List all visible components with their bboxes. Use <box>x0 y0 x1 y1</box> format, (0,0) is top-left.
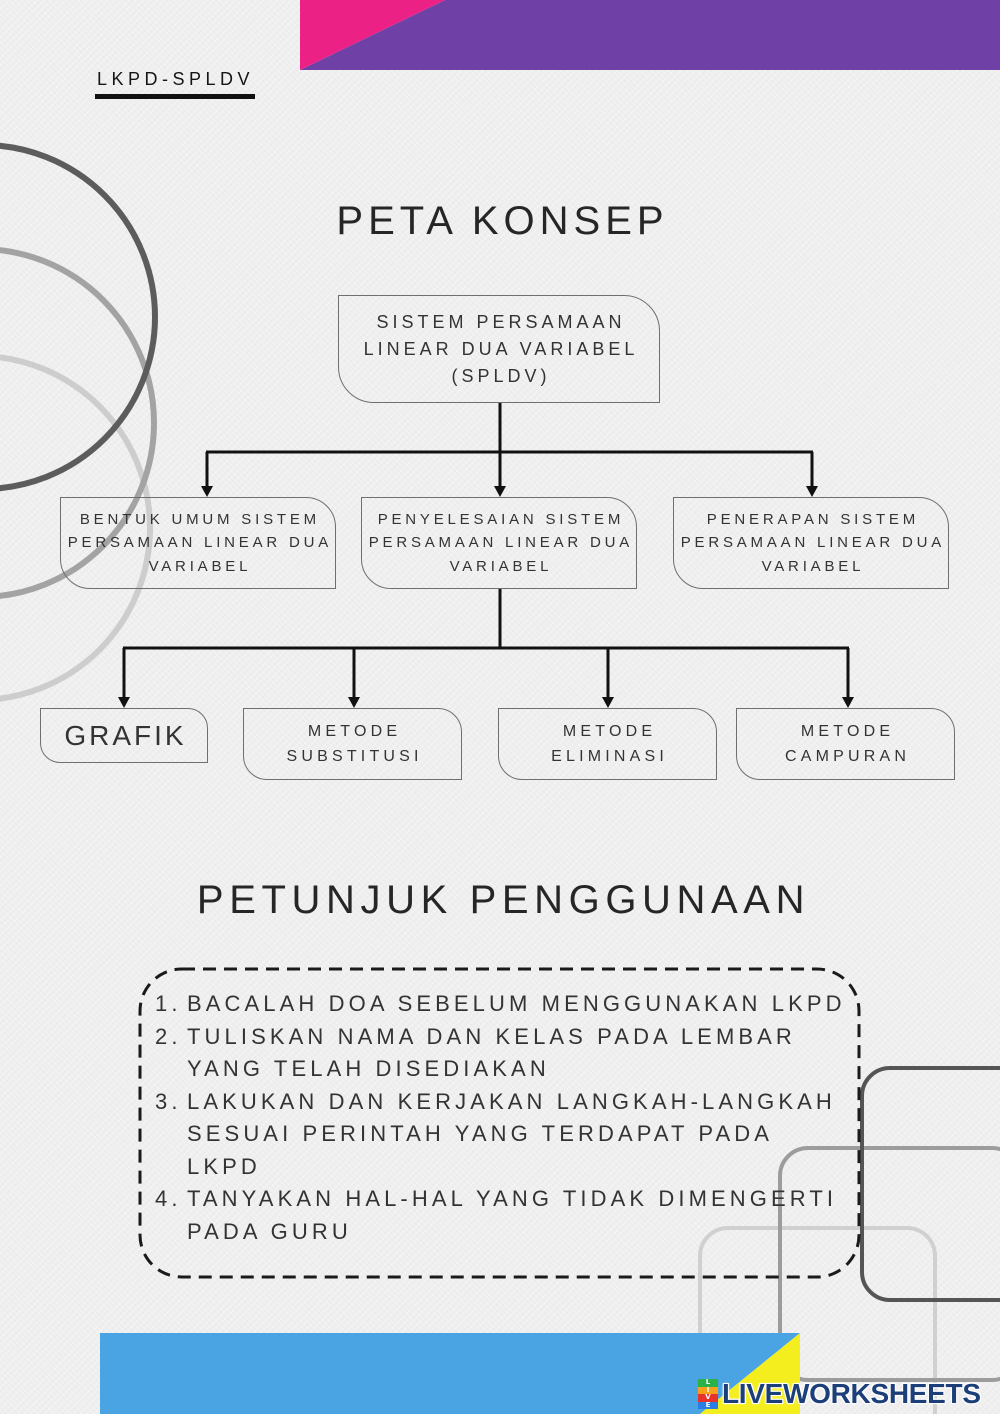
concept-box-line: PERSAMAAN LINEAR DUA <box>680 534 946 552</box>
concept-box-line: PERSAMAAN LINEAR DUA <box>368 534 634 552</box>
concept-box-line: GRAFIK <box>64 719 187 751</box>
instruction-number: 1. <box>155 991 182 1016</box>
concept-box-line: ELIMINASI <box>551 748 669 765</box>
instruction-text <box>187 988 846 1021</box>
concept-box-line: METODE <box>307 723 402 740</box>
instruction-line: PADA GURU <box>187 1218 352 1244</box>
instructions-title: PETUNJUK PENGGUNAAN <box>196 878 811 922</box>
instruction-number: 2. <box>155 1023 182 1049</box>
instruction-text <box>187 1021 796 1086</box>
liveworksheets-logo-icon <box>698 1379 718 1409</box>
concept-root-line: LINEAR DUA VARIABEL <box>363 338 639 359</box>
document-tag: LKPD-SPLDV <box>97 69 255 89</box>
concept-box-line: METODE <box>562 723 657 740</box>
logo-icon-tile: I <box>698 1387 718 1395</box>
concept-root-line: (SPLDV) <box>451 365 551 386</box>
instruction-item-2 <box>155 1021 846 1086</box>
logo-icon-tile: V <box>698 1394 718 1402</box>
instruction-line: TANYAKAN HAL-HAL YANG TIDAK DIMENGERTI <box>187 1186 838 1211</box>
instruction-line: YANG TELAH DISEDIAKAN <box>187 1056 550 1081</box>
instruction-line: LAKUKAN DAN KERJAKAN LANGKAH-LANGKAH <box>187 1088 836 1114</box>
logo-icon-tile: L <box>698 1379 718 1387</box>
liveworksheets-logo-text: LIVEWORKSHEETS <box>722 1378 981 1409</box>
concept-box-line: PENYELESAIAN SISTEM <box>377 510 625 528</box>
instruction-item-1 <box>155 988 846 1021</box>
instruction-line: TULISKAN NAMA DAN KELAS PADA LEMBAR <box>187 1023 796 1049</box>
instruction-line: SESUAI PERINTAH YANG TERDAPAT PADA <box>187 1121 774 1146</box>
concept-box-line: CAMPURAN <box>785 748 911 765</box>
instruction-line: LKPD <box>187 1153 261 1179</box>
logo-icon-tile: E <box>698 1402 718 1410</box>
concept-box-line: VARIABEL <box>148 557 252 575</box>
instruction-line: BACALAH DOA SEBELUM MENGGUNAKAN LKPD <box>187 991 846 1016</box>
instructions-list <box>155 988 846 1248</box>
concept-root-line: SISTEM PERSAMAAN <box>376 311 626 332</box>
instruction-item-4 <box>155 1183 846 1248</box>
instruction-number: 4. <box>155 1186 182 1211</box>
instruction-item-3 <box>155 1086 846 1184</box>
concept-box-line: BENTUK UMUM SISTEM <box>79 510 320 528</box>
instruction-number: 3. <box>155 1088 182 1114</box>
concept-box-line: METODE <box>800 723 895 740</box>
concept-box-line: VARIABEL <box>761 557 865 575</box>
concept-box-line: VARIABEL <box>449 557 553 575</box>
concept-map-title: PETA KONSEP <box>336 199 669 243</box>
instruction-text <box>187 1086 836 1184</box>
concept-box-line: PENERAPAN SISTEM <box>706 510 920 528</box>
instruction-text <box>187 1183 837 1248</box>
liveworksheets-logo[interactable] <box>698 1378 981 1410</box>
concept-box-line: SUBSTITUSI <box>286 748 423 765</box>
concept-box-line: PERSAMAAN LINEAR DUA <box>67 534 333 552</box>
